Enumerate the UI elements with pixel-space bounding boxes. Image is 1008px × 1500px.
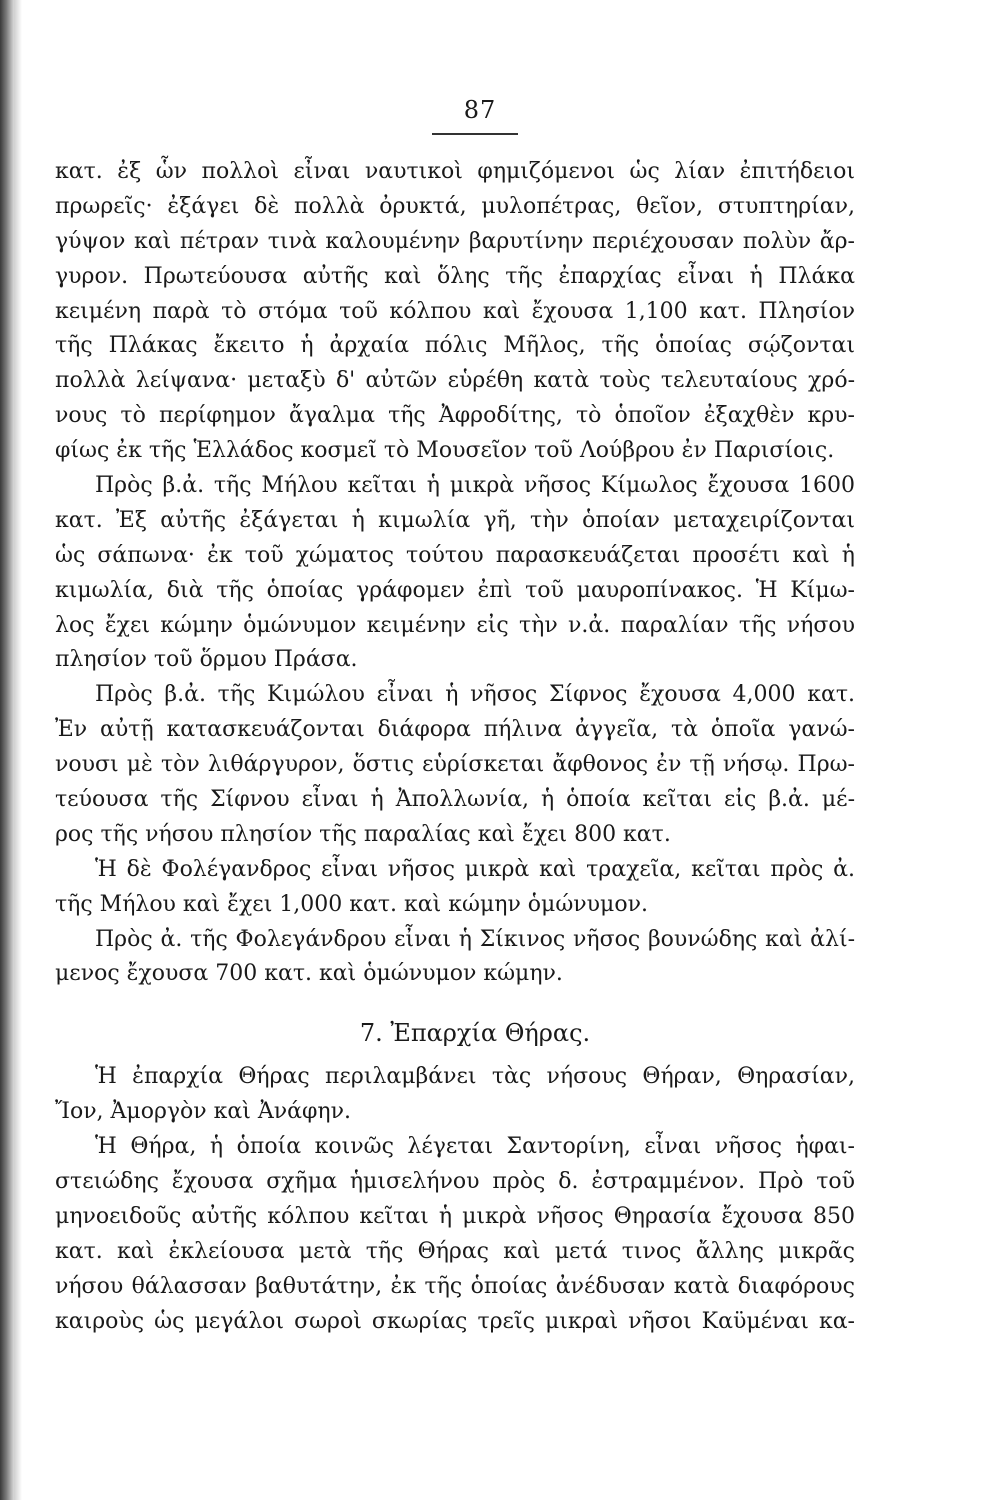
paragraph-sifnos [55, 678, 855, 852]
text-line: Ἡ ἐπαρχία Θήρας περιλαμβάνει τὰς νήσους Θήραν, Θηρασίαν, [95, 1064, 855, 1090]
page-number-rule [432, 133, 518, 135]
paragraph-thira-province [55, 1060, 855, 1130]
text-line: Πρὸς β.ἀ. τῆς Μήλου κεῖται ἡ μικρὰ νῆσος Κίμωλος ἔχουσα 1600 [95, 473, 855, 499]
text-line: κιμωλία, διὰ τῆς ὁποίας γράφομεν ἐπὶ τοῦ μαυροπίνακος. Ἡ Κίμω- [55, 577, 855, 603]
book-binding-shadow [0, 0, 14, 1500]
page-body [55, 155, 855, 1340]
text-line: Ἐν αὐτῇ κατασκευάζονται διάφορα πήλινα ἀγγεῖα, τὰ ὁποῖα γανώ- [55, 717, 855, 743]
book-gutter [14, 0, 22, 1500]
text-line: Ἴον, Ἀμοργὸν καὶ Ἀνάφην. [55, 1099, 351, 1125]
text-line: καιροὺς ὡς μεγάλοι σωροὶ σκωρίας τρεῖς μικραὶ νῆσοι Καϋμέναι κα- [55, 1308, 855, 1334]
text-line: Πρὸς β.ἀ. τῆς Κιμώλου εἶναι ἡ νῆσος Σίφνος ἔχουσα 4,000 κατ. [95, 682, 855, 708]
text-line: νους τὸ περίφημον ἄγαλμα τῆς Ἀφροδίτης, τὸ ὁποῖον ἐξαχθὲν κρυ- [55, 403, 855, 429]
text-line: μενος ἔχουσα 700 κατ. καὶ ὁμώνυμον κώμην. [55, 961, 563, 987]
text-line: φίως ἐκ τῆς Ἑλλάδος κοσμεῖ τὸ Μουσεῖον τοῦ Λούβρου ἐν Παρισίοις. [55, 438, 835, 464]
text-line: μηνοειδοῦς αὐτῆς κόλπου κεῖται ἡ μικρὰ νῆσος Θηρασία ἔχουσα 850 [55, 1203, 855, 1229]
text-line: κειμένη παρὰ τὸ στόμα τοῦ κόλπου καὶ ἔχουσα 1,100 κατ. Πλησίον [55, 298, 855, 324]
paragraph-folegandros [55, 853, 855, 923]
text-line: Ἡ Θήρα, ἡ ὁποία κοινῶς λέγεται Σαντορίνη, εἶναι νῆσος ἡφαι- [95, 1134, 855, 1160]
text-line: νουσι μὲ τὸν λιθάργυρον, ὅστις εὑρίσκεται ἄφθονος ἐν τῇ νήσῳ. Πρω- [55, 752, 855, 778]
paragraph-sikinos [55, 923, 855, 993]
text-line: πολλὰ λείψανα· μεταξὺ δ' αὐτῶν εὑρέθη κατὰ τοὺς τελευταίους χρό- [55, 368, 855, 394]
text-line: κατ. Ἐξ αὐτῆς ἐξάγεται ἡ κιμωλία γῆ, τὴν ὁποίαν μεταχειρίζονται [55, 507, 855, 533]
text-line: γύψον καὶ πέτραν τινὰ καλουμένην βαρυτίνην περιέχουσαν πολὺν ἄρ- [55, 228, 855, 254]
paragraph-milos [55, 155, 855, 469]
paragraph-kimolos [55, 469, 855, 678]
text-line: λος ἔχει κώμην ὁμώνυμον κειμένην εἰς τὴν ν.ἀ. παραλίαν τῆς νήσου [55, 612, 855, 638]
page-number: 87 [463, 96, 497, 124]
text-line: τεύουσα τῆς Σίφνου εἶναι ἡ Ἀπολλωνία, ἡ ὁποία κεῖται εἰς β.ἀ. μέ- [55, 787, 855, 813]
text-line: νήσου θάλασσαν βαθυτάτην, ἐκ τῆς ὁποίας ἀνέδυσαν κατὰ διαφόρους [55, 1273, 855, 1299]
section-heading: 7. Ἐπαρχία Θήρας. [359, 1019, 591, 1048]
text-line: τῆς Πλάκας ἔκειτο ἡ ἀρχαία πόλις Μῆλος, τῆς ὁποίας σῴζονται [55, 333, 855, 359]
text-line: τῆς Μήλου καὶ ἔχει 1,000 κατ. καὶ κώμην ὁμώνυμον. [55, 891, 648, 917]
paragraph-thira [55, 1130, 855, 1339]
text-line: κατ. ἐξ ὧν πολλοὶ εἶναι ναυτικοὶ φημιζόμενοι ὡς λίαν ἐπιτήδειοι [55, 159, 855, 184]
text-line: κατ. καὶ ἐκλείουσα μετὰ τῆς Θήρας καὶ μετά τινος ἄλλης μικρᾶς [55, 1238, 855, 1264]
text-line: ὡς σάπωνα· ἐκ τοῦ χώματος τούτου παρασκευάζεται προσέτι καὶ ἡ [55, 542, 855, 568]
text-line: ρος τῆς νήσου πλησίον τῆς παραλίας καὶ ἔχει 800 κατ. [55, 821, 671, 847]
text-line: πλησίον τοῦ ὅρμου Πράσα. [55, 647, 358, 673]
text-line: στειώδης ἔχουσα σχῆμα ἡμισελήνου πρὸς δ. ἐστραμμένον. Πρὸ τοῦ [55, 1169, 855, 1195]
text-line: γυρον. Πρωτεύουσα αὐτῆς καὶ ὅλης τῆς ἐπαρχίας εἶναι ἡ Πλάκα [55, 263, 855, 289]
text-line: πρωρεῖς· ἐξάγει δὲ πολλὰ ὀρυκτά, μυλοπέτρας, θεῖον, στυπτηρίαν, [55, 193, 855, 219]
text-line: Πρὸς ἀ. τῆς Φολεγάνδρου εἶναι ἡ Σίκινος νῆσος βουνώδης καὶ ἀλί- [95, 926, 855, 952]
text-line: Ἡ δὲ Φολέγανδρος εἶναι νῆσος μικρὰ καὶ τραχεῖα, κεῖται πρὸς ἀ. [95, 856, 855, 882]
